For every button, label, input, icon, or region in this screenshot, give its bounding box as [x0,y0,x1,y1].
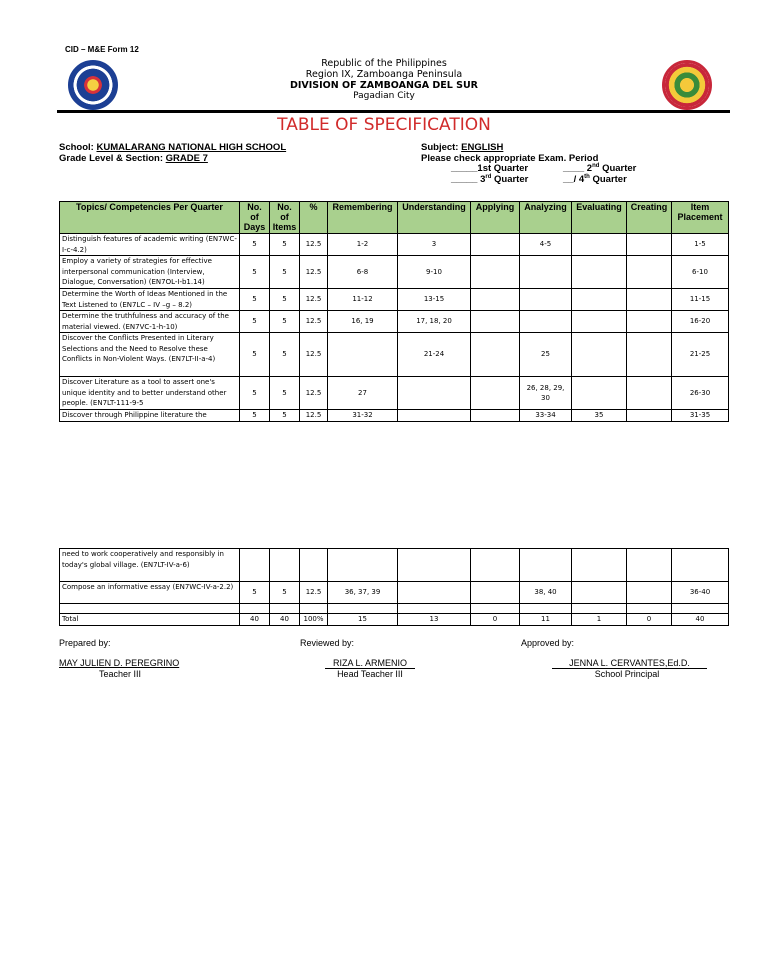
table-cell: 5 [270,289,300,311]
table-cell: 26-30 [672,377,729,410]
table-cell [471,549,520,582]
table-cell: 12.5 [300,256,328,289]
column-header: Understanding [398,202,471,234]
table-cell: 12.5 [300,377,328,410]
table-cell: 11-15 [672,289,729,311]
table-cell: 13 [398,614,471,626]
school-line [59,142,286,153]
quarter-4-suffix: th [584,174,590,180]
table-cell: 36-40 [672,582,729,604]
subject-label: Subject: [421,142,459,153]
quarter-3-number: 3 [480,174,486,186]
table-cell: 11-12 [328,289,398,311]
page-title: TABLE OF SPECIFICATION [277,115,491,135]
table-cell [471,234,520,256]
topic-cell: Distinguish features of academic writing (EN7WC-I-c-4.2) [60,234,240,256]
table-cell [328,604,398,614]
prepared-by-label: Prepared by: [59,638,111,648]
table-cell [627,604,672,614]
table-header-row [60,202,729,234]
table-cell: 12.5 [300,410,328,422]
table-cell: 40 [240,614,270,626]
header-city: Pagadian City [353,91,415,101]
table-cell [328,333,398,377]
specification-table-page-2 [59,548,729,626]
table-cell [672,549,729,582]
column-header: Applying [471,202,520,234]
table-cell: 6-8 [328,256,398,289]
specification-table-page-1 [59,201,729,422]
table-cell [240,604,270,614]
table-cell: 31-32 [328,410,398,422]
table-row [60,377,729,410]
table-row [60,604,729,614]
table-cell [572,333,627,377]
table-cell: 11 [520,614,572,626]
table-cell: 25 [520,333,572,377]
table-cell: 26, 28, 29, 30 [520,377,572,410]
table-cell: 38, 40 [520,582,572,604]
quarter-4-blank: __ [563,174,574,186]
table-cell [572,256,627,289]
table-cell: 12.5 [300,333,328,377]
prepared-by-title: Teacher III [99,669,142,679]
topic-cell: Discover through Philippine literature the [60,410,240,422]
topic-cell: Total [60,614,240,626]
column-header: % [300,202,328,234]
table-cell [471,604,520,614]
table-cell [328,549,398,582]
table-row [60,311,729,333]
table-cell [627,549,672,582]
table-row [60,289,729,311]
table-cell [627,410,672,422]
table-cell: 3 [398,234,471,256]
table-cell [471,582,520,604]
column-header: Item Placement [672,202,729,234]
table-cell: 5 [270,410,300,422]
quarter-3-word: Quarter [494,174,529,186]
header-divider [57,110,730,113]
table-cell: 36, 37, 39 [328,582,398,604]
table-row [60,410,729,422]
table-cell [572,377,627,410]
table-cell [520,311,572,333]
exam-period-label: Please check appropriate Exam. Period [421,153,599,164]
table-cell [572,549,627,582]
table-cell: 9-10 [398,256,471,289]
reviewed-by-title: Head Teacher III [337,669,403,679]
table-cell [572,234,627,256]
quarter-4-word: Quarter [592,174,627,186]
table-cell [471,311,520,333]
quarter-2-word: Quarter [602,163,637,175]
table-cell [572,604,627,614]
table-cell [627,234,672,256]
table-cell: 21-24 [398,333,471,377]
table-cell: 5 [270,311,300,333]
quarter-4-check-mark: / [573,174,577,186]
table-cell: 5 [270,333,300,377]
reviewed-by-name: RIZA L. ARMENIO [325,658,415,669]
quarter-2-suffix: nd [592,163,600,169]
column-header: Topics/ Competencies Per Quarter [60,202,240,234]
grade-label: Grade Level & Section: [59,153,164,164]
table-row [60,614,729,626]
table-cell: 5 [240,582,270,604]
topic-cell: Determine the truthfulness and accuracy of the material viewed. (EN7VC-1-h-10) [60,311,240,333]
table-cell [520,256,572,289]
table-cell [471,256,520,289]
header-division: DIVISION OF ZAMBOANGA DEL SUR [289,80,478,91]
form-code: CID – M&E Form 12 [65,45,139,54]
table-row [60,549,729,582]
table-cell [398,377,471,410]
table-cell [398,410,471,422]
table-cell: 4-5 [520,234,572,256]
table-cell: 5 [240,410,270,422]
column-header: Creating [627,202,672,234]
table-cell [398,604,471,614]
quarter-3 [451,174,528,185]
topic-cell: Discover Literature as a tool to assert one's unique identity and to better understand other people. (EN7LT-111-9-5 [60,377,240,410]
table-cell [270,549,300,582]
table-cell [572,311,627,333]
table-cell [627,311,672,333]
quarter-3-suffix: rd [485,174,492,180]
column-header: No. of Days [240,202,270,234]
table-cell: 12.5 [300,289,328,311]
table-cell: 100% [300,614,328,626]
table-cell [627,582,672,604]
header-republic: Republic of the Philippines [321,58,447,69]
table-cell [627,256,672,289]
table-cell: 5 [240,311,270,333]
table-cell [471,333,520,377]
approved-by-title: School Principal [594,669,660,679]
table-cell [398,549,471,582]
topic-cell: Employ a variety of strategies for effective interpersonal communication (Interview, Dialogue, Conversation) (EN7OL-I-b1.14) [60,256,240,289]
table-cell: 40 [672,614,729,626]
quarter-2-blank: ____ [563,163,585,175]
table-cell: 5 [270,256,300,289]
approved-by-label: Approved by: [521,638,575,648]
table-cell [572,289,627,311]
quarter-4 [563,174,627,185]
table-row [60,582,729,604]
table-cell [627,377,672,410]
header-region: Region IX, Zamboanga Peninsula [305,69,463,80]
table-cell: 15 [328,614,398,626]
table-cell: 31-35 [672,410,729,422]
table-cell [240,549,270,582]
table-cell: 6-10 [672,256,729,289]
topic-cell: Discover the Conflicts Presented in Literary Selections and the Need to Resolve these Conflicts in Non-Violent Ways. (EN7LT-II-a-4) [60,333,240,377]
table-cell: 5 [270,234,300,256]
table-cell: 17, 18, 20 [398,311,471,333]
column-header: Remembering [328,202,398,234]
table-cell: 21-25 [672,333,729,377]
table-cell [672,604,729,614]
subject-value: ENGLISH [461,142,504,153]
table-cell [520,604,572,614]
table-cell: 5 [240,234,270,256]
quarter-3-blank: _____ [451,174,478,186]
quarter-1: _____1st Quarter [451,163,529,174]
subject-line [421,142,503,153]
table-cell: 12.5 [300,311,328,333]
table-row [60,256,729,289]
table-cell: 1-5 [672,234,729,256]
prepared-by-name: MAY JULIEN D. PEREGRINO [59,658,180,668]
table-row [60,234,729,256]
table-cell [520,549,572,582]
school-value: KUMALARANG NATIONAL HIGH SCHOOL [96,142,287,153]
table-cell [572,582,627,604]
table-cell [300,604,328,614]
quarter-2 [563,163,636,174]
table-cell [471,289,520,311]
table-cell: 5 [240,333,270,377]
approved-by-name: JENNA L. CERVANTES,Ed.D. [552,658,707,669]
table-cell: 5 [240,289,270,311]
table-cell [520,289,572,311]
table-cell: 1 [572,614,627,626]
table-cell: 5 [240,377,270,410]
table-cell: 12.5 [300,234,328,256]
table-cell: 5 [270,582,300,604]
table-cell: 33-34 [520,410,572,422]
table-cell [471,377,520,410]
table-cell: 40 [270,614,300,626]
table-cell [398,582,471,604]
table-cell [270,604,300,614]
table-cell: 0 [627,614,672,626]
grade-value: GRADE 7 [165,153,208,164]
quarter-4-number: 4 [578,174,585,186]
column-header: Analyzing [520,202,572,234]
table-cell: 5 [240,256,270,289]
table-cell: 16-20 [672,311,729,333]
topic-cell [60,604,240,614]
topic-cell: Determine the Worth of Ideas Mentioned in the Text Listened to (EN7LC – IV –g – 8.2) [60,289,240,311]
table-cell: 27 [328,377,398,410]
table-cell [300,549,328,582]
grade-line [59,153,208,164]
quarter-2-number: 2 [586,163,593,175]
table-cell: 12.5 [300,582,328,604]
school-label: School: [59,142,94,153]
column-header: Evaluating [572,202,627,234]
table-cell [627,333,672,377]
table-row [60,333,729,377]
table-cell [471,410,520,422]
table-cell: 35 [572,410,627,422]
table-cell: 5 [270,377,300,410]
reviewed-by-label: Reviewed by: [300,638,355,648]
table-cell: 16, 19 [328,311,398,333]
topic-cell: Compose an informative essay (EN7WC-IV-a-2.2) [60,582,240,604]
table-cell [627,289,672,311]
column-header: No. of Items [270,202,300,234]
table-cell: 13-15 [398,289,471,311]
table-cell: 1-2 [328,234,398,256]
topic-cell: need to work cooperatively and responsibly in today's global village. (EN7LT-IV-a-6) [60,549,240,582]
table-cell: 0 [471,614,520,626]
